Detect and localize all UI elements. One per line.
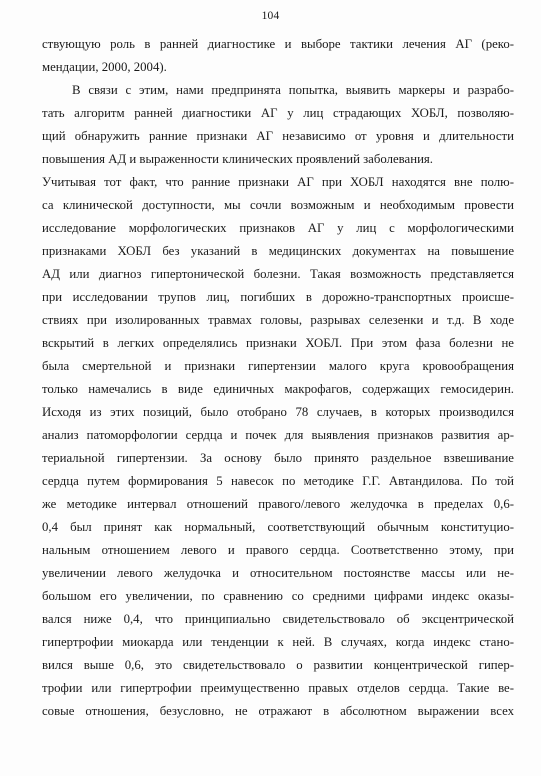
text-line: ствиях при изолированных травмах головы, разрывах селезенки и т.д. В ходе (42, 313, 514, 327)
text-line: Учитывая тот факт, что ранние признаки АГ при ХОБЛ находятся вне полю- (42, 175, 514, 189)
text-line: при исследовании трупов лиц, погибших в дорожно-транспортных происше- (42, 290, 514, 304)
page-number: 104 (261, 10, 280, 22)
text-line: ствующую роль в ранней диагностике и выборе тактики лечения АГ (реко- (42, 37, 514, 51)
text-line: В связи с этим, нами предпринята попытка, выявить маркеры и разрабо- (72, 83, 514, 97)
text-line: увеличении левого желудочка и относительном постоянстве массы или не- (42, 566, 514, 580)
text-line: трофии или гипертрофии преимущественно правых отделов сердца. Такие ве- (42, 681, 514, 695)
text-line: Исходя из этих позиций, было отобрано 78 случаев, в которых производился (42, 405, 514, 419)
text-line: щий обнаружить ранние признаки АГ независимо от уровня и длительности (42, 129, 514, 143)
text-line: сердца путем формирования 5 навесок по методике Г.Г. Автандилова. По той (42, 474, 514, 488)
text-line: вался ниже 0,4, что принципиально свидетельствовало об эксцентрической (42, 612, 514, 626)
text-line: са клинической доступности, мы сочли возможным и необходимым провести (42, 198, 514, 212)
text-line: мендации, 2000, 2004). (42, 60, 167, 74)
text-line: анализ патоморфологии сердца и почек для выявления признаков развития ар- (42, 428, 514, 442)
text-line: только намечались в виде единичных макрофагов, содержащих гемосидерин. (42, 382, 514, 396)
body-text (42, 33, 514, 723)
text-line: 0,4 был принят как нормальный, соответствующий обычным конституцио- (42, 520, 514, 534)
text-line: была смертельной и признаки гипертензии малого круга кровообращения (42, 359, 514, 373)
text-line: териальной гипертензии. За основу было принято раздельное взвешивание (42, 451, 514, 465)
text-line: АД или диагноз гипертонической болезни. Такая возможность представляется (42, 267, 514, 281)
text-line: нальным отношением левого и правого сердца. Соответственно этому, при (42, 543, 514, 557)
text-line: совые отношения, безусловно, не отражают в абсолютном выражении всех (42, 704, 514, 718)
text-line: исследование морфологических признаков АГ у лиц с морфологическими (42, 221, 514, 235)
text-line: повышения АД и выраженности клинических проявлений заболевания. (42, 152, 433, 166)
text-line: тать алгоритм ранней диагностики АГ у лиц страдающих ХОБЛ, позволяю- (42, 106, 514, 120)
text-line: вскрытий в легких определялись признаки ХОБЛ. При этом фаза болезни не (42, 336, 514, 350)
text-line: же методике интервал отношений правого/левого желудочка в пределах 0,6- (42, 497, 514, 511)
text-line: вился выше 0,6, это свидетельствовало о развитии концентрической гипер- (42, 658, 514, 672)
text-line: признаками ХОБЛ без указаний в медицинских документах на повышение (42, 244, 514, 258)
text-line: гипертрофии миокарда или тенденции к ней. В случаях, когда индекс стано- (42, 635, 514, 649)
text-line: большом его увеличении, по сравнению со средними цифрами индекс оказы- (42, 589, 514, 603)
